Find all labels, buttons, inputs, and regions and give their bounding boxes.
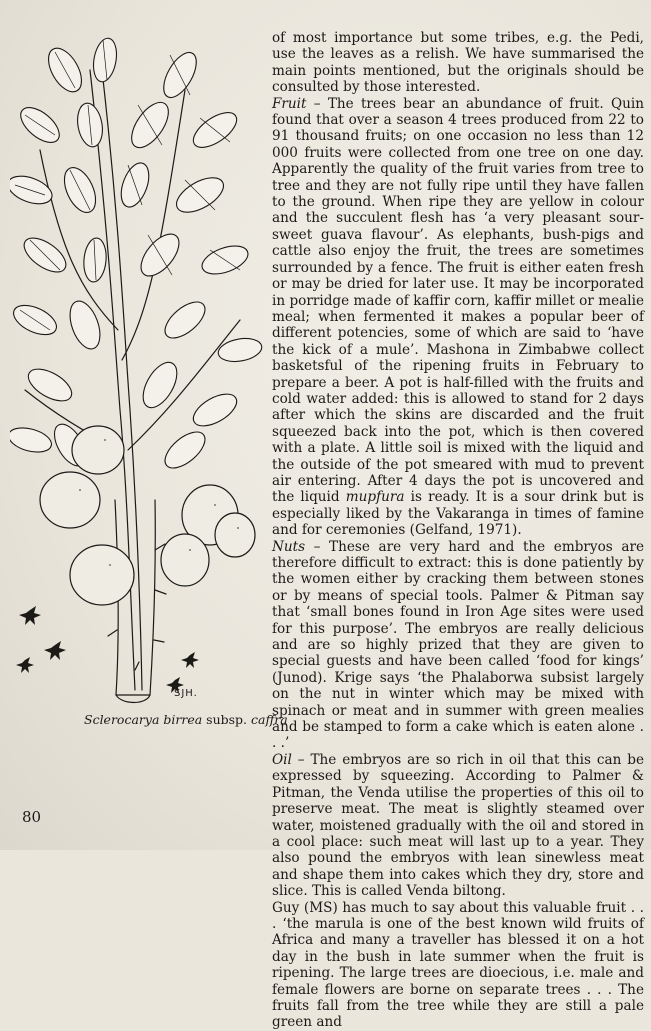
paragraph-fruit <box>272 96 644 539</box>
fruit-text-b: is ready. It is a sour drink but is especially liked by the Vakaranga in times of famine and for ceremonies (Gelfand, 1971). <box>272 489 644 539</box>
term-mupfura: mupfura <box>345 489 405 506</box>
paragraph-guy: Guy (MS) has much to say about this valuable fruit . . . ‘the marula is one of the best known wild fruits of Africa and many a traveller has blessed it on a hot day in the bush in late summer when the fruit is ripening. The large trees are dioecious, i.e. male and female flowers are borne on separate trees . . . The fruits fall from the tree while they are still a pale green and <box>272 899 644 1031</box>
caption-rank: subsp. <box>202 712 251 727</box>
plant-illustration <box>10 30 265 710</box>
paragraph-oil <box>272 752 644 900</box>
heading-nuts: Nuts <box>272 538 306 555</box>
body-text <box>272 30 644 1031</box>
figure-caption <box>84 712 288 727</box>
caption-subspecies: caffra <box>251 712 288 727</box>
illustrator-signature: SJH. <box>174 688 198 699</box>
heading-oil: Oil <box>272 751 292 768</box>
paragraph-nuts <box>272 539 644 752</box>
page-number: 80 <box>22 808 42 826</box>
fruit-text-a: – The trees bear an abundance of fruit. Quin found that over a season 4 trees produced from 22 to 91 thousand fruits; on one occasion no less than 12 000 fruits were collected from one tree on one day. Apparently the quality of the fruit varies from tree to tree and they are not fully ripe until they have fallen to the ground. When ripe they are yellow in colour and the succulent flesh has ‘a very pleasant sour-sweet guava flavour’. As elephants, bush-pigs and cattle also enjoy the fruit, the trees are sometimes surrounded by a fence. The fruit is either eaten fresh or may be dried for later use. It may be incorporated in porridge made of kaffir corn, kaffir millet or mealie meal; when fermented it makes a popular beer of different potencies, some of which are said to ‘have the kick of a mule’. Mashona in Zimbabwe collect basketsful of the ripening fruits in February to prepare a beer. A pot is half-filled with the fruits and cold water added: this is allowed to stand for 2 days after which the skins are discarded and the fruit squeezed back into the pot, which is then covered with a plate. A little soil is mixed with the liquid and the outside of the pot smeared with mud to prevent air entering. After 4 days the pot is uncovered and the liquid <box>272 95 644 506</box>
paragraph-intro: of most importance but some tribes, e.g. the Pedi, use the leaves as a relish. We have summarised the main points mentioned, but the originals should be consulted by those interested. <box>272 30 644 96</box>
oil-text: – The embryos are so rich in oil that this can be expressed by squeezing. According to Palmer & Pitman, the Venda utilise the properties of this oil to preserve meat. The meat is slightly steamed over water, moistened gradually with the oil and stored in a cool place: such meat will last up to a year. They also pound the embryos with lean sinewless meat and shape them into cakes which they dry, store and slice. This is called Venda biltong. <box>272 751 644 900</box>
caption-species: Sclerocarya birrea <box>84 712 203 727</box>
nuts-text: – These are very hard and the embryos are therefore difficult to extract: this is done patiently by the women either by cracking them between stones or by means of special tools. Palmer & Pitman say that ‘small bones found in Iron Age sites were used for this purpose’. The embryos are really delicious and are so highly prized that they are given to special guests and have been called ‘food for kings’ (Junod). Krige says ‘the Phalaborwa subsist largely on the nut in winter which may be mixed with spinach or meat and in summer with green mealies and be stamped to form a cake which is eaten alone . . .’ <box>272 538 644 752</box>
heading-fruit: Fruit <box>272 95 307 112</box>
